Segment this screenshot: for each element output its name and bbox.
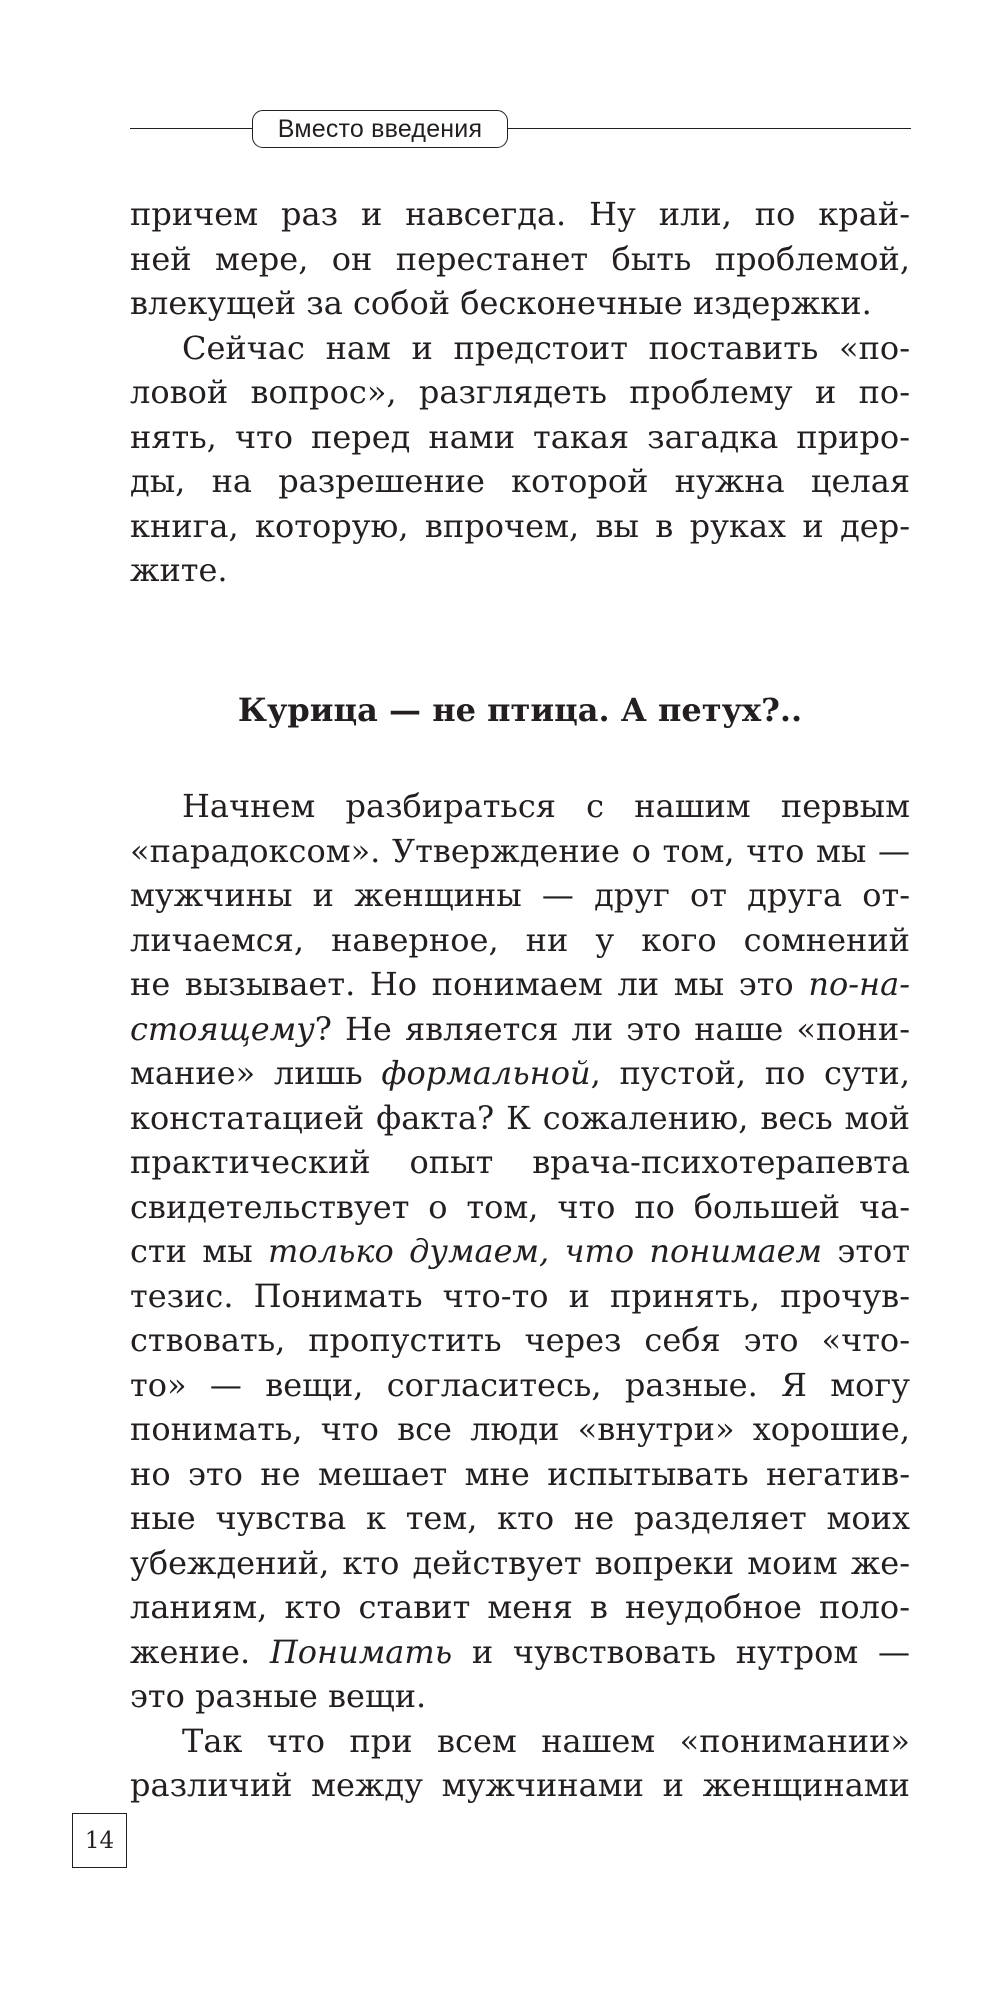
text-line: влекущей за собой бесконечные издержки. [130, 284, 872, 322]
paragraph-block-1 [130, 192, 910, 593]
text-line: понимать, что все люди «внутри» хорошие, [130, 1410, 910, 1448]
text-line: ные чувства к тем, кто не разделяет моих [130, 1499, 910, 1537]
paragraph-block-2 [130, 784, 910, 1808]
text-line: сти мы только думаем, что понимаем этот [130, 1232, 910, 1270]
text-line: свидетельствует о том, что по большей ча- [130, 1187, 910, 1226]
text-line: мание» лишь формальной, пустой, по сути, [130, 1054, 911, 1092]
text-line: убеждений, кто действует вопреки моим же- [130, 1543, 910, 1582]
text-line: жите. [130, 551, 228, 589]
section-heading: Курица — не птица. А петух?.. [237, 691, 803, 729]
text-line: это разные вещи. [130, 1677, 427, 1715]
emphasis: формальной [381, 1054, 591, 1092]
text-line: то» — вещи, согласитесь, разные. Я могу [130, 1365, 910, 1404]
text-line: стоящему? Не является ли это наше «пони- [130, 1009, 910, 1048]
emphasis: стоящему [130, 1009, 315, 1048]
header-rule-right [508, 128, 911, 129]
emphasis: только думаем, что понимаем [268, 1232, 823, 1270]
emphasis: Понимать [269, 1632, 453, 1671]
text-line: Начнем разбираться с нашим первым [182, 787, 910, 825]
text-line: практический опыт врача-психотерапевта [130, 1143, 910, 1181]
text-line: ней мере, он перестанет быть проблемой, [130, 239, 910, 278]
page-number [72, 1813, 127, 1868]
text-line: ды, на разрешение которой нужна целая [130, 462, 910, 500]
text-line: жение. Понимать и чувствовать нутром — [130, 1632, 910, 1671]
text-line: ловой вопрос», разглядеть проблему и по- [130, 373, 910, 411]
running-header [252, 110, 508, 148]
text-line: Так что при всем нашем «понимании» [182, 1721, 910, 1760]
header-rule-left [130, 128, 252, 129]
text-line: книга, которую, впрочем, вы в руках и дер- [130, 506, 910, 545]
text-line: мужчины и женщины — друг от друга от- [130, 876, 910, 914]
text-line: ствовать, пропустить через себя это «что- [130, 1321, 910, 1359]
text-line: причем раз и навсегда. Ну или, по край- [130, 195, 910, 233]
page-number-text: 14 [84, 1827, 115, 1854]
text-line: различий между мужчинами и женщинами [130, 1766, 910, 1804]
text-line: Сейчас нам и предстоит поставить «по- [182, 328, 910, 367]
running-header-title: Вместо введения [277, 114, 483, 143]
text-line: констатацией факта? К сожалению, весь мой [130, 1098, 910, 1137]
text-line: не вызывает. Но понимаем ли мы это по-на- [130, 965, 910, 1003]
emphasis: по-на- [808, 965, 910, 1003]
text-line: нять, что перед нами такая загадка приро- [130, 417, 910, 456]
text-line: личаемся, наверное, ни у кого сомнений [130, 920, 910, 959]
text-line: но это не мешает мне испытывать негатив- [130, 1454, 910, 1493]
text-line: ланиям, кто ставит меня в неудобное поло- [130, 1588, 910, 1626]
text-line: «парадоксом». Утверждение о том, что мы — [130, 831, 910, 870]
text-line: тезис. Понимать что-то и принять, прочув- [130, 1276, 910, 1315]
